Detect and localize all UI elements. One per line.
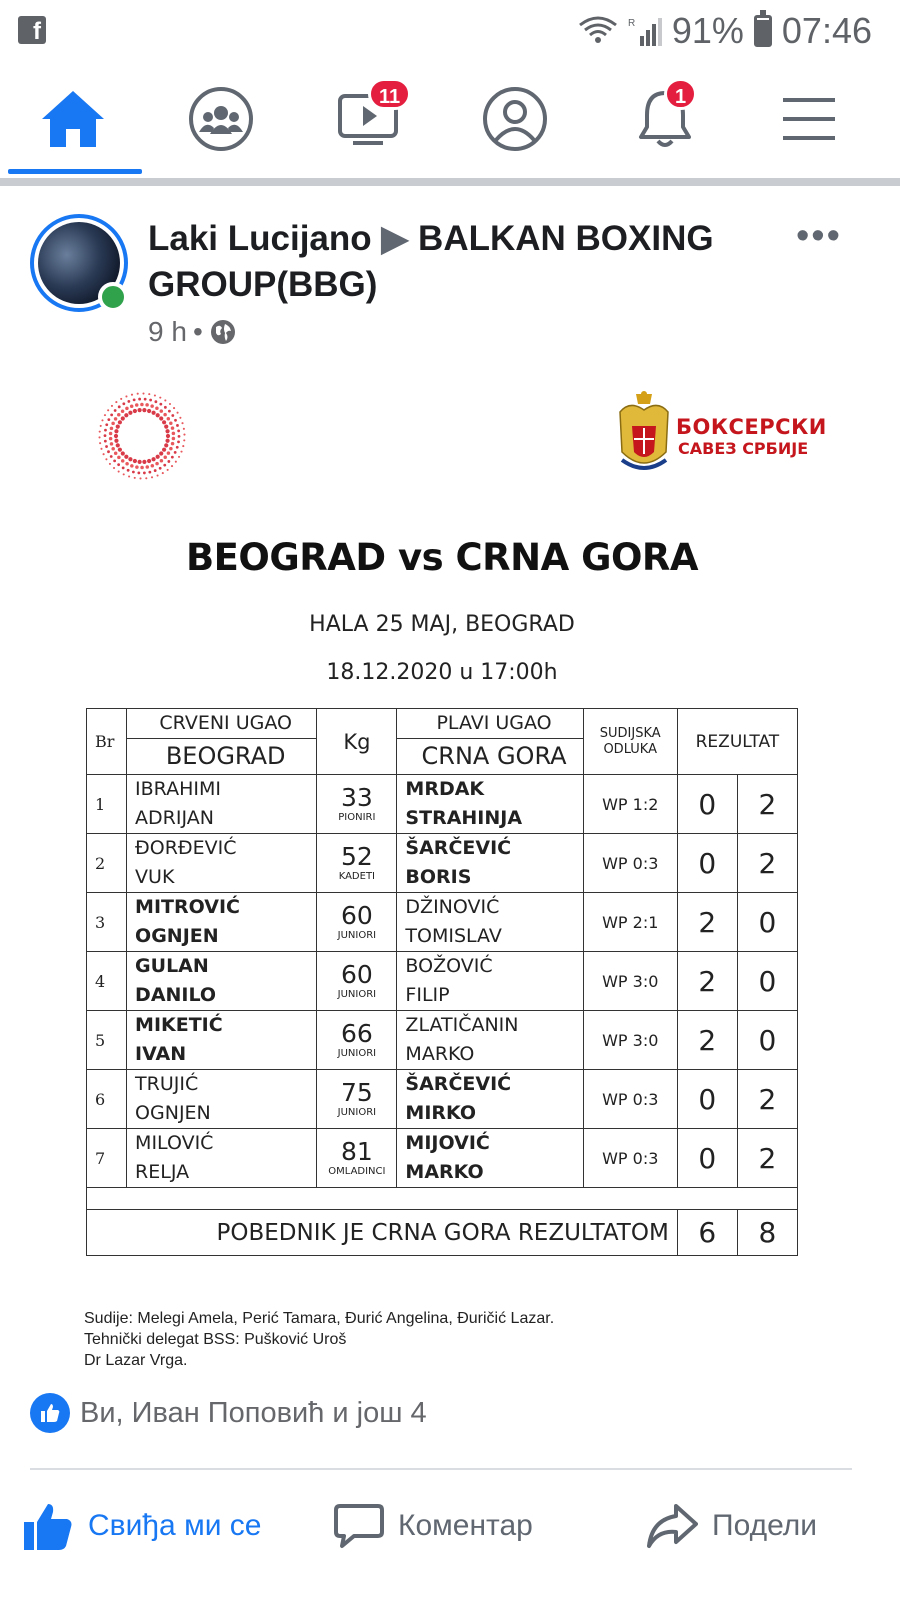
red-fighter: MIKETIĆ IVAN — [127, 1011, 317, 1070]
weight-class: 52 KADETI — [317, 834, 397, 893]
federation-name-line2: САВЕЗ СРБИЈЕ — [678, 439, 809, 458]
spacer-row — [87, 1188, 798, 1210]
document-venue: HALA 25 MAJ, BEOGRAD — [309, 612, 575, 637]
fight-number: 4 — [87, 952, 127, 1011]
nav-groups[interactable] — [186, 84, 256, 154]
red-fighter: GULAN DANILO — [127, 952, 317, 1011]
fight-row — [87, 893, 798, 952]
fight-number: 6 — [87, 1070, 127, 1129]
judges-decision: WP 0:3 — [583, 1070, 677, 1129]
post-time[interactable]: 9 h — [148, 316, 187, 347]
officials-judges: Sudije: Melegi Amela, Perić Tamara, Đurić Angelina, Đuričić Lazar. — [84, 1310, 555, 1327]
document-title: BEOGRAD vs CRNA GORA — [185, 536, 699, 579]
judges-decision: WP 3:0 — [583, 1011, 677, 1070]
weight-class: 81 OMLADINCI — [317, 1129, 397, 1188]
blue-score: 2 — [737, 834, 797, 893]
fight-number: 7 — [87, 1129, 127, 1188]
fight-number: 5 — [87, 1011, 127, 1070]
sunburst-logo — [96, 390, 188, 482]
fight-row — [87, 1011, 798, 1070]
red-score: 0 — [677, 1129, 737, 1188]
serbian-crest-icon — [616, 390, 672, 476]
post-meta — [148, 316, 237, 348]
judges-decision: WP 3:0 — [583, 952, 677, 1011]
blue-fighter: DŽINOVIĆ TOMISLAV — [397, 893, 583, 952]
share-icon — [646, 1502, 698, 1550]
fight-row — [87, 952, 798, 1011]
post-actions — [0, 1490, 900, 1562]
top-nav — [0, 62, 900, 178]
judges-decision: WP 2:1 — [583, 893, 677, 952]
comment-icon — [334, 1502, 384, 1550]
blue-score: 0 — [737, 1011, 797, 1070]
total-blue-score: 8 — [737, 1210, 797, 1256]
header-decision: SUDIJSKA ODLUKA — [583, 709, 677, 775]
header-red-team: BEOGRAD — [127, 739, 317, 775]
globe-icon — [209, 318, 237, 346]
fight-number: 1 — [87, 775, 127, 834]
winner-text: POBEDNIK JE CRNA GORA REZULTATOM — [87, 1210, 678, 1256]
red-score: 2 — [677, 952, 737, 1011]
share-label: Подели — [712, 1509, 818, 1542]
red-fighter: ĐORĐEVIĆ VUK — [127, 834, 317, 893]
meta-separator: • — [192, 316, 203, 347]
officials-list — [84, 1308, 554, 1371]
thumbs-up-icon — [22, 1500, 74, 1552]
online-status-dot — [98, 282, 128, 312]
blue-fighter: ZLATIČANIN MARKO — [397, 1011, 583, 1070]
fight-row — [87, 1129, 798, 1188]
fight-row — [87, 775, 798, 834]
like-reaction-icon — [30, 1393, 70, 1433]
officials-doctor: Dr Lazar Vrga. — [84, 1352, 188, 1369]
header-red-corner: CRVENI UGAO — [127, 709, 317, 739]
share-button[interactable] — [646, 1490, 817, 1562]
post-image-document[interactable] — [0, 370, 900, 1370]
watch-badge: 11 — [368, 78, 411, 110]
red-fighter: IBRAHIMI ADRIJAN — [127, 775, 317, 834]
like-button[interactable] — [22, 1490, 261, 1562]
blue-score: 2 — [737, 1129, 797, 1188]
weight-class: 60 JUNIORI — [317, 893, 397, 952]
nav-notifications[interactable] — [630, 84, 700, 154]
notifications-badge: 1 — [664, 78, 697, 110]
weight-class: 66 JUNIORI — [317, 1011, 397, 1070]
home-icon — [40, 89, 106, 149]
nav-profile[interactable] — [480, 84, 550, 154]
judges-decision: WP 0:3 — [583, 834, 677, 893]
actions-divider — [30, 1468, 852, 1470]
reactions-text: Ви, Иван Поповић и још 4 — [80, 1396, 427, 1429]
fight-number: 2 — [87, 834, 127, 893]
clock: 07:46 — [781, 10, 872, 51]
blue-fighter: BOŽOVIĆ FILIP — [397, 952, 583, 1011]
header-kg: Kg — [317, 709, 397, 775]
blue-fighter: ŠARČEVIĆ MIRKO — [397, 1070, 583, 1129]
nav-menu[interactable] — [774, 84, 844, 154]
fight-number: 3 — [87, 893, 127, 952]
boxing-federation-logo — [616, 390, 827, 476]
red-fighter: MILOVIĆ RELJA — [127, 1129, 317, 1188]
facebook-icon: f — [18, 16, 46, 44]
document-datetime: 18.12.2020 u 17:00h — [326, 660, 558, 685]
profile-icon — [482, 86, 548, 152]
red-fighter: TRUJIĆ OGNJEN — [127, 1070, 317, 1129]
blue-fighter: MIJOVIĆ MARKO — [397, 1129, 583, 1188]
menu-icon — [779, 94, 839, 144]
group-name[interactable]: BALKAN BOXING GROUP(BBG) — [148, 219, 714, 304]
blue-fighter: MRDAK STRAHINJA — [397, 775, 583, 834]
red-score: 2 — [677, 1011, 737, 1070]
header-blue-team: CRNA GORA — [397, 739, 583, 775]
wifi-icon — [578, 15, 618, 47]
nav-watch[interactable] — [334, 84, 404, 154]
author-name[interactable]: Laki Lucijano — [148, 219, 372, 258]
blue-score: 2 — [737, 775, 797, 834]
blue-score: 2 — [737, 1070, 797, 1129]
fight-row — [87, 834, 798, 893]
status-bar — [0, 0, 900, 62]
fight-row — [87, 1070, 798, 1129]
groups-icon — [188, 86, 254, 152]
judges-decision: WP 1:2 — [583, 775, 677, 834]
judges-decision: WP 0:3 — [583, 1129, 677, 1188]
signal-icon — [628, 16, 662, 46]
officials-delegate: Tehnički delegat BSS: Pušković Uroš — [84, 1331, 347, 1348]
red-score: 2 — [677, 893, 737, 952]
nav-separator — [0, 178, 900, 186]
weight-class: 60 JUNIORI — [317, 952, 397, 1011]
federation-name-line1: БОКСЕРСКИ — [676, 415, 827, 439]
red-score: 0 — [677, 775, 737, 834]
blue-score: 0 — [737, 893, 797, 952]
header-blue-corner: PLAVI UGAO — [397, 709, 583, 739]
red-fighter: MITROVIĆ OGNJEN — [127, 893, 317, 952]
weight-class: 75 JUNIORI — [317, 1070, 397, 1129]
comment-button[interactable] — [334, 1490, 533, 1562]
arrow-icon: ▶ — [381, 219, 409, 258]
header-br: Br — [87, 709, 127, 775]
active-tab-indicator — [8, 169, 142, 174]
red-score: 0 — [677, 1070, 737, 1129]
more-options-button[interactable]: ••• — [796, 215, 842, 257]
reactions-summary[interactable] — [30, 1393, 427, 1433]
total-red-score: 6 — [677, 1210, 737, 1256]
battery-icon — [754, 15, 772, 47]
comment-label: Коментар — [398, 1509, 533, 1542]
like-label: Свиђа ми се — [88, 1509, 262, 1542]
nav-home[interactable] — [38, 84, 108, 154]
header-result: REZULTAT — [677, 709, 797, 775]
post-title — [148, 216, 778, 308]
blue-score: 0 — [737, 952, 797, 1011]
blue-fighter: ŠARČEVIĆ BORIS — [397, 834, 583, 893]
results-table — [86, 708, 798, 1256]
status-icons — [578, 10, 872, 52]
svg-text:R: R — [627, 18, 636, 29]
battery-percent: 91% — [671, 10, 744, 51]
red-score: 0 — [677, 834, 737, 893]
weight-class: 33 PIONIRI — [317, 775, 397, 834]
